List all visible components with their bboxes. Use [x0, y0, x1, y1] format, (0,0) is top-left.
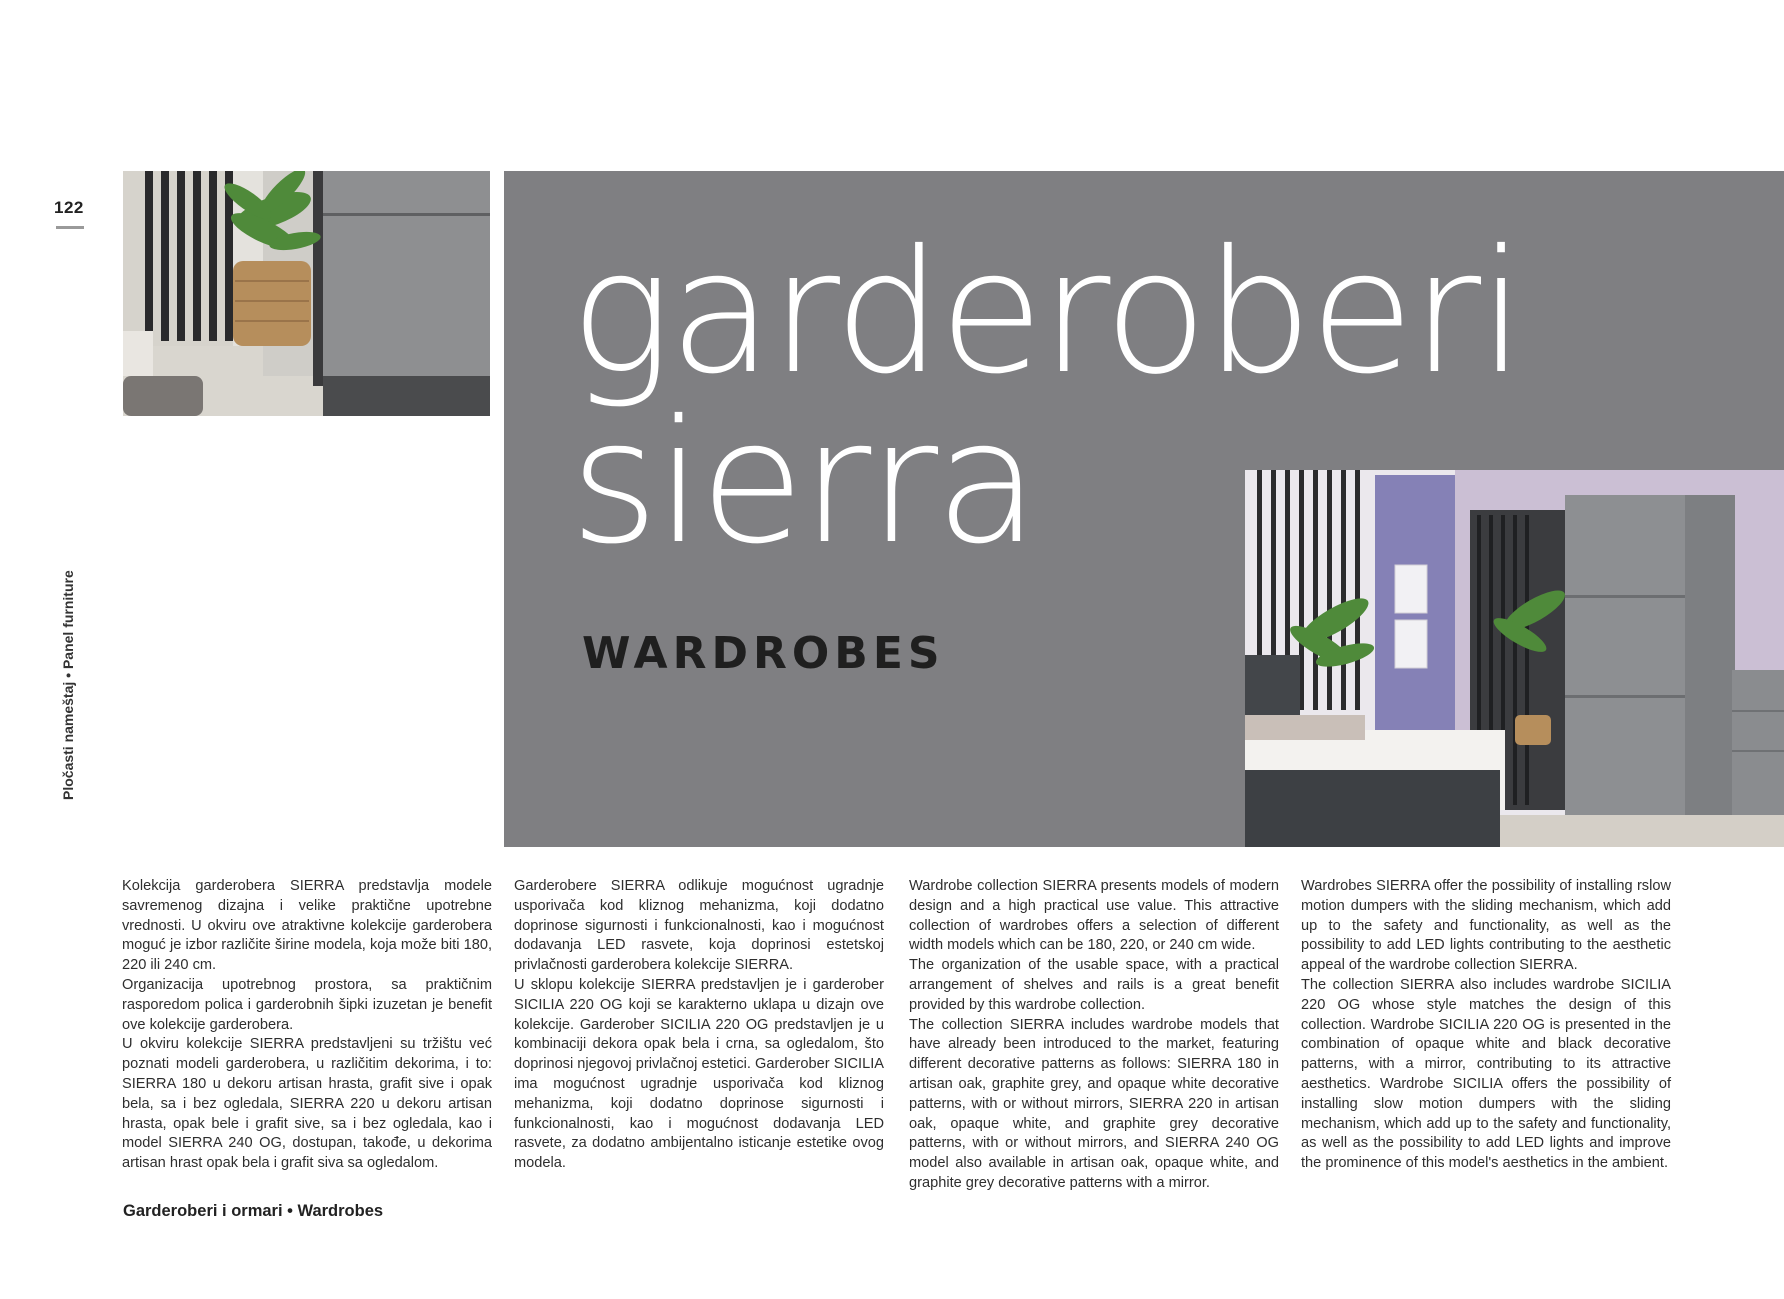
- title-line-2: sierra: [570, 384, 1037, 582]
- wardrobe-detail-photo: [123, 171, 490, 416]
- paragraph: Organizacija upotrebnog prostora, sa praktičnim rasporedom polica i garderobnih šipki izuzetan je benefit ove kolekcije garderobera.: [122, 976, 492, 1033]
- text-column-english-2: [1301, 877, 1671, 1174]
- text-column-serbian-1: [122, 877, 492, 1174]
- footer-section-label: Garderoberi i ormari • Wardrobes: [123, 1202, 384, 1220]
- bedroom-illustration: [1245, 470, 1784, 847]
- wardrobe-detail-illustration: [123, 171, 490, 416]
- paragraph: The collection SIERRA also includes wardrobe SICILIA 220 OG whose style matches the design of this collection. Wardrobe SICILIA 220 OG is presented in the combination of opaque white and black decorative patterns, with a mirror, contributing to its attractive aesthetics. Wardrobe SICILIA offers the possibility of installing slow motion dumpers with the sliding mechanism, which add up to the safety and functionality, as well as the possibility to add LED lights and improve the prominence of this model's aesthetics in the ambient.: [1301, 976, 1671, 1172]
- title-line-1: garderoberi: [570, 214, 1523, 412]
- paragraph: Kolekcija garderobera SIERRA predstavlja modele savremenog dizajna i velike praktične upotrebne vrednosti. U okviru ove atraktivne kolekcije garderobera moguć je izbor različite širine modela, koja može biti 180, 220 ili 240 cm.: [122, 878, 492, 974]
- paragraph: U okviru kolekcije SIERRA predstavljeni su tržištu već poznati modeli garderobera, u različitim dekorima, i to: SIERRA 180 u dekoru artisan hrasta, grafit sive i opak bela, sa i bez ogledala, SIERRA 220 u dekoru artisan hrasta, opak bele i grafit sive, sa i bez ogledala, kao i model SIERRA 240 OG, dostupan, takođe, u dekorima artisan hrast opak bela i grafit siva sa ogledalom.: [122, 1036, 492, 1172]
- text-column-serbian-2: [514, 877, 884, 1174]
- paragraph: Wardrobe collection SIERRA presents models of modern design and a high practical use value. This attractive collection of wardrobes offers a selection of different width models which can be 180, 220, or 240 cm wide.: [909, 878, 1279, 954]
- side-label: Pločasti nameštaj • Panel furniture: [60, 570, 76, 800]
- text-column-english-1: [909, 877, 1279, 1194]
- paragraph: Wardrobes SIERRA offer the possibility of installing rslow motion dumpers with the sliding mechanism, which add up to the safety and functionality, as well as the possibility to add LED lights contributing to the aesthetic appeal of the wardrobe collection SIERRA.: [1301, 878, 1671, 974]
- subtitle: WARDROBES: [582, 628, 945, 679]
- paragraph: U sklopu kolekcije SIERRA predstavljen je i garderober SICILIA 220 OG koji se karakterno uklapa u dizajn ove kolekcije. Garderober SICILIA 220 OG predstavljen je u kombinaciji dekora opak bela i crna, sa ogledalom, što doprinosi njegovoj privlačnoj estetici. Garderober SICILIA ima mogućnost ugradnje usporivača kod kliznog mehanizma, koji dodatno doprinose sigurnosti i funkcionalnosti, kao i mogućnost dodavanja LED rasvete, za dodatno ambijentalno isticanje estetike ovog modela.: [514, 976, 884, 1172]
- paragraph: The organization of the usable space, with a practical arrangement of shelves and rails is a great benefit provided by this wardrobe collection.: [909, 957, 1279, 1013]
- page-number-rule: [56, 226, 84, 229]
- side-label-container: [60, 520, 80, 800]
- paragraph: The collection SIERRA includes wardrobe models that have already been introduced to the market, featuring different decorative patterns as follows: SIERRA 180 in artisan oak, graphite grey, and opaque white decorative patterns, with or without mirrors, SIERRA 220 in artisan oak, opaque white, and graphite grey decorative patterns, with or without mirrors, and SIERRA 240 OG model also available in artisan oak, opaque white, and graphite grey decorative patterns with a mirror.: [909, 1016, 1279, 1191]
- bedroom-wardrobe-photo: [1245, 470, 1784, 847]
- paragraph: Garderobere SIERRA odlikuje mogućnost ugradnje usporivača kod kliznog mehanizma, koji dodatno doprinose sigurnosti i funkcionalnosti, kao i mogućnost dodavanja LED rasvete, koja doprinosi estetskoj privlačnosti garderobera kolekcije SIERRA.: [514, 878, 884, 974]
- page-number: 122: [54, 198, 84, 217]
